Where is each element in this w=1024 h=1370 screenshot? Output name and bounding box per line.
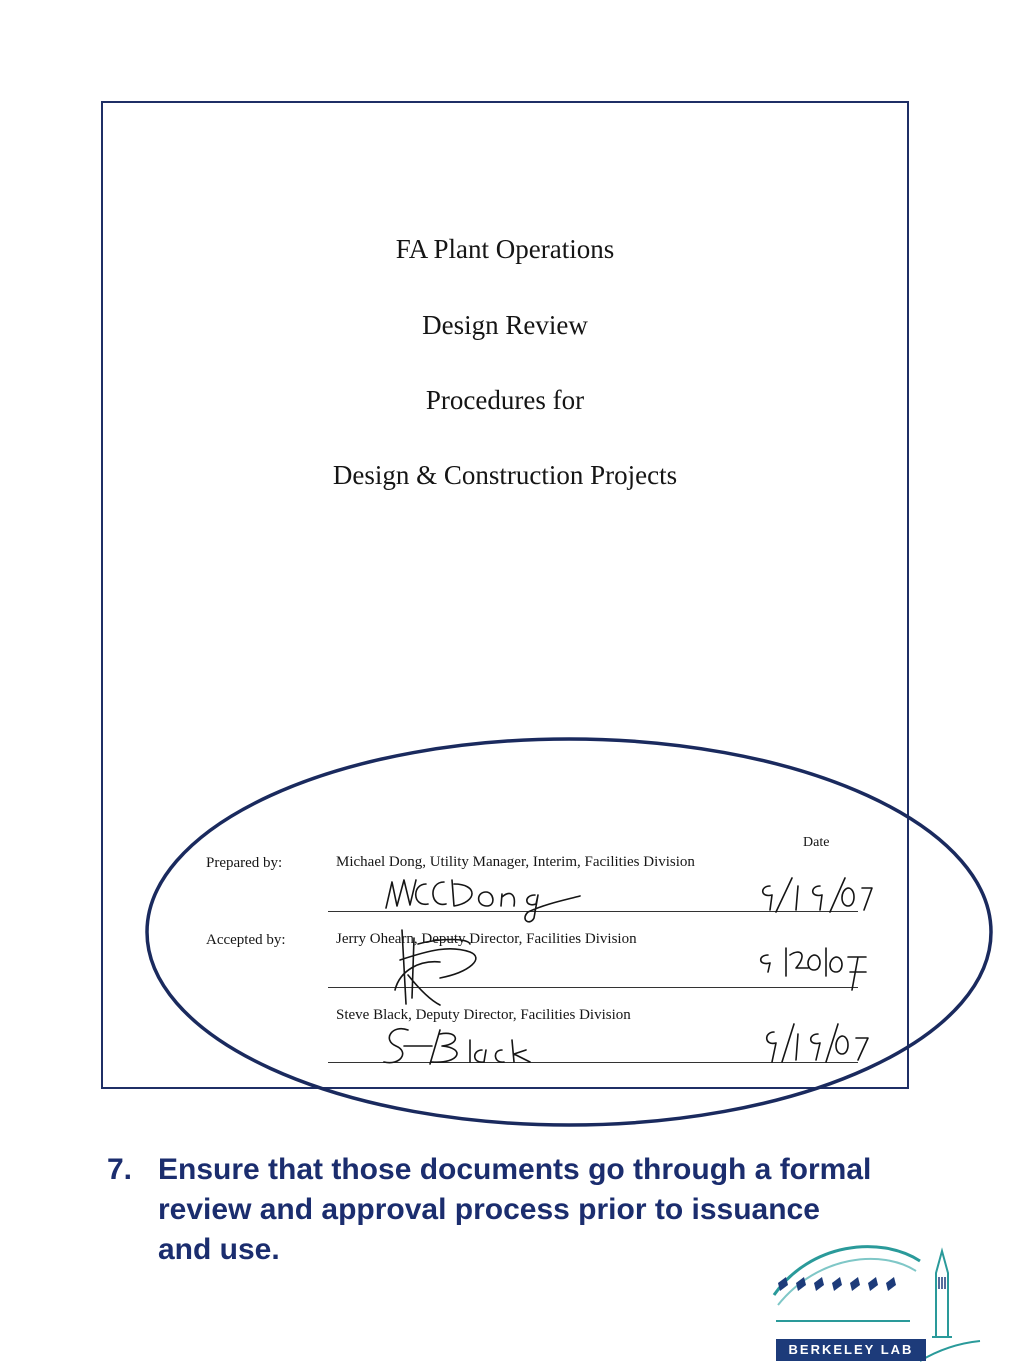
signer-1-name-line: Michael Dong, Utility Manager, Interim, Facilities Division <box>336 854 695 870</box>
accepted-by-label: Accepted by: <box>206 932 286 948</box>
document-title-line-1: FA Plant Operations <box>395 234 615 264</box>
logo-wordmark: BERKELEY LAB <box>776 1339 926 1361</box>
document-title-line-4: Design & Construction Projects <box>332 460 678 490</box>
signature-1 <box>386 880 580 922</box>
signer-3-name-line: Steve Black, Deputy Director, Facilities Division <box>336 1007 631 1023</box>
signer-2-name-line: Jerry Ohearn, Deputy Director, Facilities Division <box>336 931 637 947</box>
date-3-handwriting <box>767 1024 868 1062</box>
point-text: Ensure that those documents go through a formal review and approval process prior to issuance and use. <box>158 1153 872 1266</box>
signature-2 <box>395 930 476 1005</box>
date-2-handwriting <box>761 948 866 990</box>
point-number: 7. <box>107 1153 133 1186</box>
prepared-by-label: Prepared by: <box>206 855 283 871</box>
signature-3 <box>384 1029 530 1064</box>
document-title-line-2: Design Review <box>422 310 588 340</box>
berkeley-lab-logo <box>770 1225 985 1365</box>
signature-highlight-ellipse <box>147 739 991 1125</box>
document-title-line-3: Procedures for <box>425 385 585 415</box>
date-1-handwriting <box>763 878 872 912</box>
date-column-header: Date <box>803 835 830 850</box>
